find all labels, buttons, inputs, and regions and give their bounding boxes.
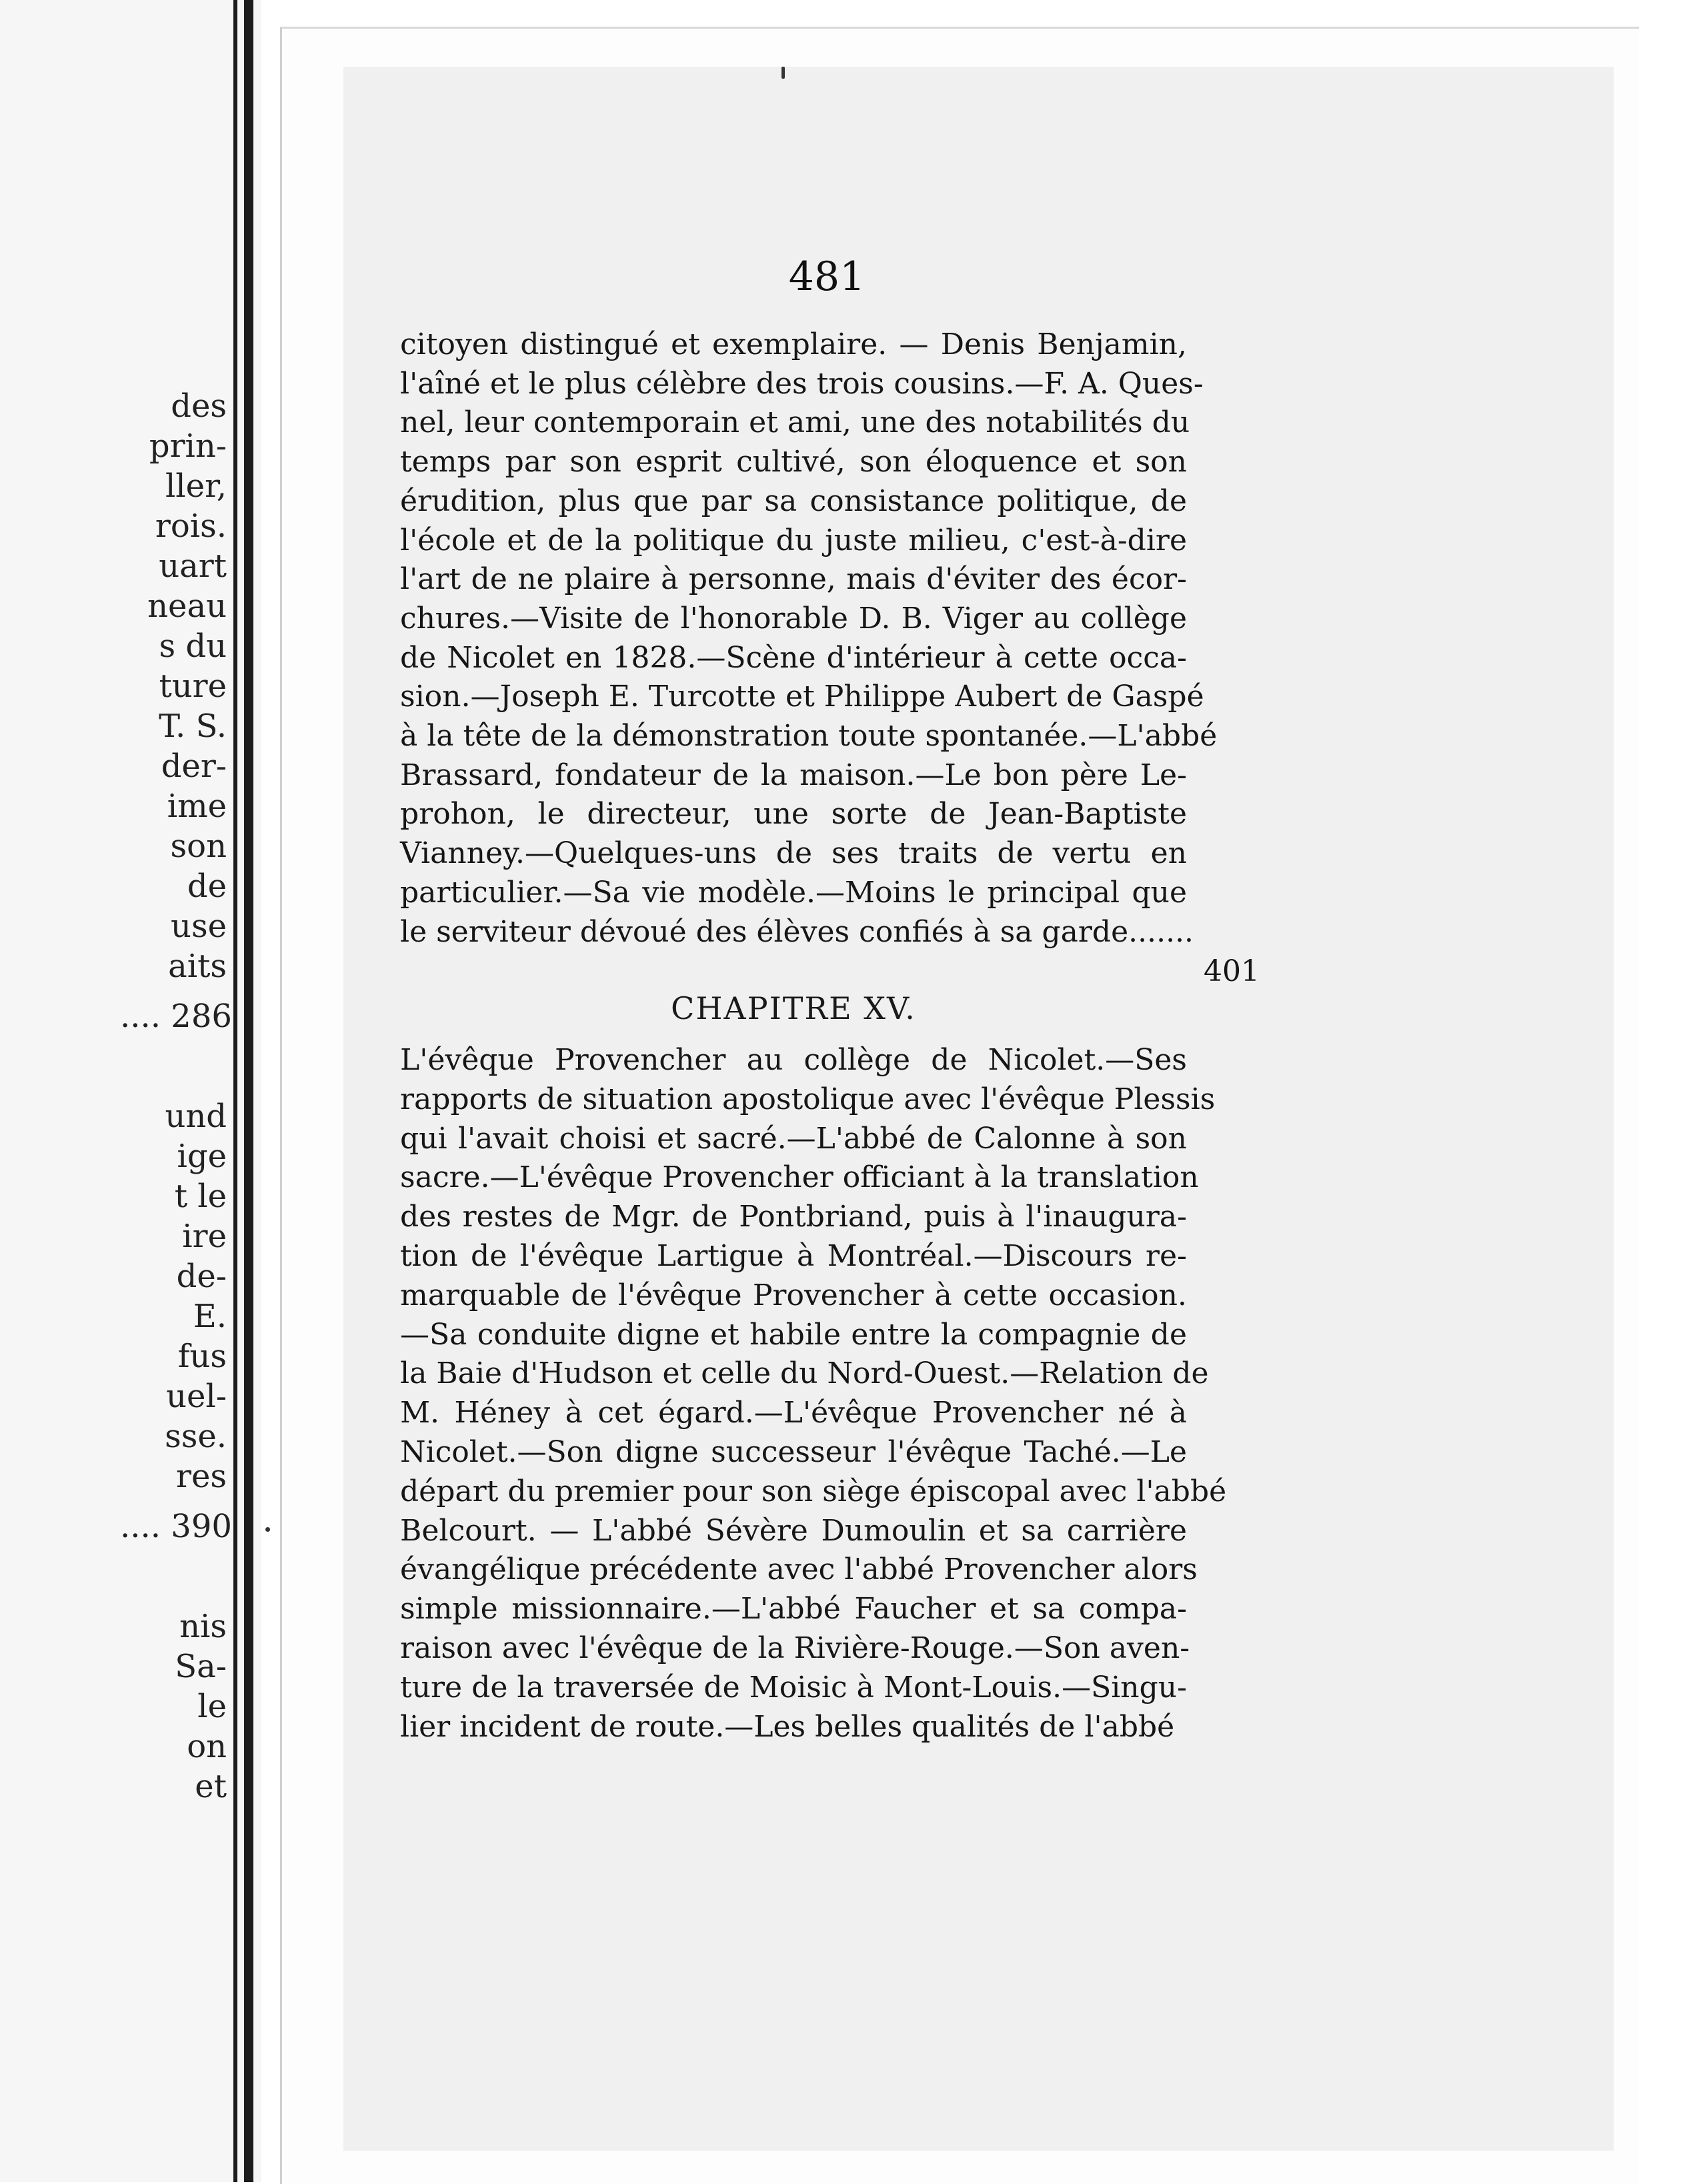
text-line: érudition, plus que par sa consistance politique, de	[400, 483, 1187, 518]
text-line: marquable de l'évêque Provencher à cette occasion.	[400, 1278, 1187, 1312]
facing-page-fragment: de-	[176, 1258, 227, 1295]
facing-page-fragment: der-	[161, 748, 227, 785]
facing-page-fragment: uel-	[166, 1378, 227, 1415]
text-line: prohon, le directeur, une sorte de Jean-Baptiste	[400, 797, 1187, 832]
text-line: L'évêque Provencher au collège de Nicolet.—Ses	[400, 1043, 1187, 1077]
text-line: nel, leur contemporain et ami, une des notabilités du	[400, 405, 1190, 440]
facing-page-fragment: ige	[177, 1138, 227, 1175]
text-line: temps par son esprit cultivé, son éloquence et son	[400, 445, 1187, 479]
text-line: M. Héney à cet égard.—L'évêque Provencher né à	[400, 1396, 1187, 1430]
text-line: Vianney.—Quelques-uns de ses traits de vertu en	[400, 836, 1187, 871]
facing-page-fragment: ture	[159, 668, 227, 705]
text-line: l'école et de la politique du juste milieu, c'est-à-dire	[400, 523, 1187, 558]
facing-page-fragment: res	[176, 1458, 227, 1495]
text-line: raison avec l'évêque de la Rivière-Rouge.—Son aven-	[400, 1631, 1190, 1665]
facing-page-fragment: et	[195, 1768, 227, 1805]
text-line: Nicolet.—Son digne successeur l'évêque Taché.—Le	[400, 1435, 1187, 1469]
text-line: Belcourt. — L'abbé Sévère Dumoulin et sa carrière	[400, 1513, 1187, 1548]
text-line: des restes de Mgr. de Pontbriand, puis à l'inaugura-	[400, 1200, 1187, 1234]
facing-page-fragment: son	[170, 828, 227, 865]
text-line: l'art de ne plaire à personne, mais d'éviter des écor-	[400, 562, 1187, 597]
facing-page-fragment: fus	[177, 1338, 227, 1375]
text-line: la Baie d'Hudson et celle du Nord-Ouest.—Relation de	[400, 1356, 1209, 1391]
text-line: de Nicolet en 1828.—Scène d'intérieur à cette occa-	[400, 640, 1187, 675]
text-line: à la tête de la démonstration toute spontanée.—L'abbé	[400, 719, 1218, 753]
page-reference: 401	[1204, 954, 1260, 988]
facing-page-fragment: de	[187, 868, 227, 905]
text-line: —Sa conduite digne et habile entre la compagnie de	[400, 1317, 1187, 1352]
text-line: évangélique précédente avec l'abbé Provencher alors	[400, 1552, 1198, 1587]
text-line: l'aîné et le plus célèbre des trois cousins.—F. A. Ques-	[400, 366, 1204, 401]
page-number: 481	[788, 253, 866, 300]
facing-page-fragment: ime	[167, 788, 227, 825]
facing-page-fragment: und	[165, 1098, 227, 1135]
facing-page-fragment: le	[197, 1688, 227, 1725]
facing-page-fragment: .... 286	[120, 998, 232, 1035]
facing-page-fragment: aits	[168, 948, 227, 985]
facing-page-fragment: s du	[159, 628, 227, 665]
facing-page-fragment: neau	[147, 588, 227, 625]
facing-page-fragment: use	[171, 908, 227, 945]
facing-page-fragment: rois.	[155, 507, 227, 545]
text-line: sacre.—L'évêque Provencher officiant à la translation	[400, 1160, 1199, 1195]
text-line: ture de la traversée de Moisic à Mont-Louis.—Singu-	[400, 1670, 1187, 1705]
facing-page-fragment: des	[171, 387, 227, 425]
text-line: Brassard, fondateur de la maison.—Le bon père Le-	[400, 758, 1187, 792]
facing-page-fragment: ller,	[165, 467, 227, 505]
facing-page-fragment: t le	[174, 1178, 227, 1215]
text-line: particulier.—Sa vie modèle.—Moins le principal que	[400, 875, 1187, 910]
facing-page-fragment: Sa-	[175, 1648, 227, 1685]
text-line: le serviteur dévoué des élèves confiés à sa garde.......	[400, 914, 1194, 949]
facing-page-fragment: T. S.	[159, 708, 227, 745]
text-line: tion de l'évêque Lartigue à Montréal.—Discours re-	[400, 1239, 1187, 1273]
facing-page-fragment: ire	[182, 1218, 227, 1255]
chapter-heading: CHAPITRE XV.	[671, 990, 916, 1026]
text-line: rapports de situation apostolique avec l'évêque Plessis	[400, 1082, 1216, 1116]
text-line: sion.—Joseph E. Turcotte et Philippe Aubert de Gaspé	[400, 680, 1204, 714]
facing-page-fragment: sse.	[165, 1418, 227, 1455]
text-line: lier incident de route.—Les belles qualités de l'abbé	[400, 1709, 1175, 1744]
facing-page-fragment: prin-	[149, 427, 227, 465]
text-line: citoyen distingué et exemplaire. — Denis Benjamin,	[400, 327, 1187, 361]
facing-page-fragment: nis	[179, 1608, 227, 1645]
text-line: simple missionnaire.—L'abbé Faucher et sa compa-	[400, 1592, 1187, 1626]
facing-page-fragment: .... 390	[120, 1508, 232, 1545]
facing-page-fragment: on	[187, 1728, 227, 1765]
text-line: départ du premier pour son siège épiscopal avec l'abbé	[400, 1474, 1227, 1508]
text-line: qui l'avait choisi et sacré.—L'abbé de Calonne à son	[400, 1121, 1187, 1156]
facing-page-fragment: E.	[193, 1298, 227, 1335]
facing-page-fragment: uart	[159, 548, 227, 585]
text-line: chures.—Visite de l'honorable D. B. Viger au collège	[400, 601, 1187, 636]
